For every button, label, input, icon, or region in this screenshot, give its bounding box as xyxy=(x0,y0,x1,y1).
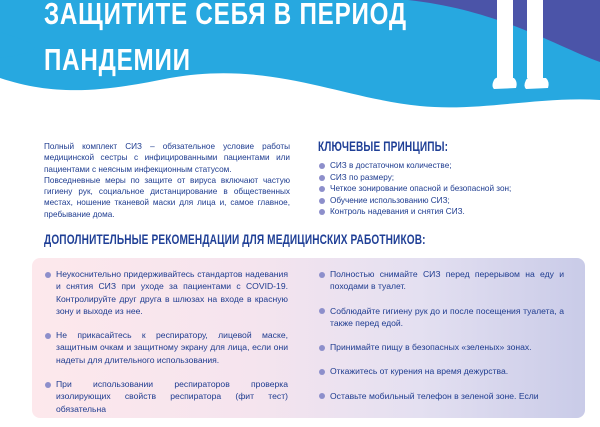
list-item-text: Контроль надевания и снятия СИЗ. xyxy=(330,207,465,217)
page-title-line-1: ЗАЩИТИТЕ СЕБЯ В ПЕРИОД xyxy=(44,0,407,31)
bullet-icon xyxy=(319,345,325,351)
recommendation-text: Не прикасайтесь к респиратору, лицевой маске, защитным очкам и защитному экрану для лица, если они надеты для длительного использования. xyxy=(56,330,288,365)
bullet-icon xyxy=(319,272,325,278)
intro-text xyxy=(44,141,290,220)
bullet-icon xyxy=(319,308,325,314)
bullet-icon xyxy=(45,382,51,388)
list-item xyxy=(318,195,578,207)
key-principles-section xyxy=(318,138,578,218)
key-principles-list xyxy=(318,160,578,218)
bullet-icon xyxy=(319,209,325,215)
header-banner xyxy=(0,0,600,140)
recommendation-item xyxy=(318,305,564,330)
list-item-text: СИЗ по размеру; xyxy=(330,172,395,182)
bullet-icon xyxy=(319,186,325,192)
list-item-text: СИЗ в достаточном количестве; xyxy=(330,161,452,170)
recommendations-heading: ДОПОЛНИТЕЛЬНЫЕ РЕКОМЕНДАЦИИ ДЛЯ МЕДИЦИНСКИХ РАБОТНИКОВ: xyxy=(44,231,426,247)
list-item-text: Четкое зонирование опасной и безопасной зон; xyxy=(330,184,512,194)
recommendation-text: Полностью снимайте СИЗ перед перерывом на еду и походами в туалет. xyxy=(330,269,564,292)
recommendation-text: Соблюдайте гигиену рук до и после посещения туалета, а также перед едой. xyxy=(330,305,564,328)
recommendation-text: Оставьте мобильный телефон в зеленой зоне. Если xyxy=(330,390,539,401)
list-item xyxy=(318,160,578,172)
list-item xyxy=(318,183,578,195)
intro-paragraph: Повседневные меры по защите от вируса включают частую гигиену рук, социальное дистанцирование в общественных местах, ношение тканевой маски для лица и, самое главное, пребывание дома. xyxy=(44,175,290,219)
bullet-icon xyxy=(319,198,325,204)
recommendation-text: Откажитесь от курения на время дежурства. xyxy=(330,366,509,377)
bullet-icon xyxy=(45,333,51,339)
recommendation-text: Принимайте пищу в безопасных «зеленых» зонах. xyxy=(330,342,532,353)
recommendation-item xyxy=(44,378,288,415)
bullet-icon xyxy=(319,175,325,181)
recommendation-text: При использовании респираторов проверка изолирующих свойств респиратора (фит тест) обязательна xyxy=(56,379,288,414)
page-title-line-2: ПАНДЕМИИ xyxy=(44,42,191,77)
recommendation-item xyxy=(44,329,288,366)
recommendations-right-column xyxy=(318,268,564,414)
bullet-icon xyxy=(319,369,325,375)
recommendation-item xyxy=(318,390,564,402)
bullet-icon xyxy=(319,163,325,169)
recommendation-item xyxy=(318,268,564,293)
recommendation-item xyxy=(44,268,288,317)
recommendation-item xyxy=(318,365,564,377)
bullet-icon xyxy=(319,393,325,399)
list-item xyxy=(318,172,578,184)
intro-paragraph: Полный комплект СИЗ – обязательное условие работы медицинской сестры с инфицированными пациентами или пациентами с неясным инфекционным статусом. xyxy=(44,142,290,174)
bullet-icon xyxy=(45,272,51,278)
recommendation-text: Неукоснительно придерживайтесь стандартов надевания и снятия СИЗ при уходе за пациентами с COVID-19. Контролируйте друг друга в шлюзах на входе в красную зону и выходе из нее. xyxy=(56,269,288,316)
list-item-text: Обучение использованию СИЗ; xyxy=(330,195,450,205)
recommendations-left-column xyxy=(44,268,288,427)
list-item xyxy=(318,206,578,218)
recommendation-item xyxy=(318,341,564,353)
key-principles-heading: КЛЮЧЕВЫЕ ПРИНЦИПЫ: xyxy=(318,138,449,154)
